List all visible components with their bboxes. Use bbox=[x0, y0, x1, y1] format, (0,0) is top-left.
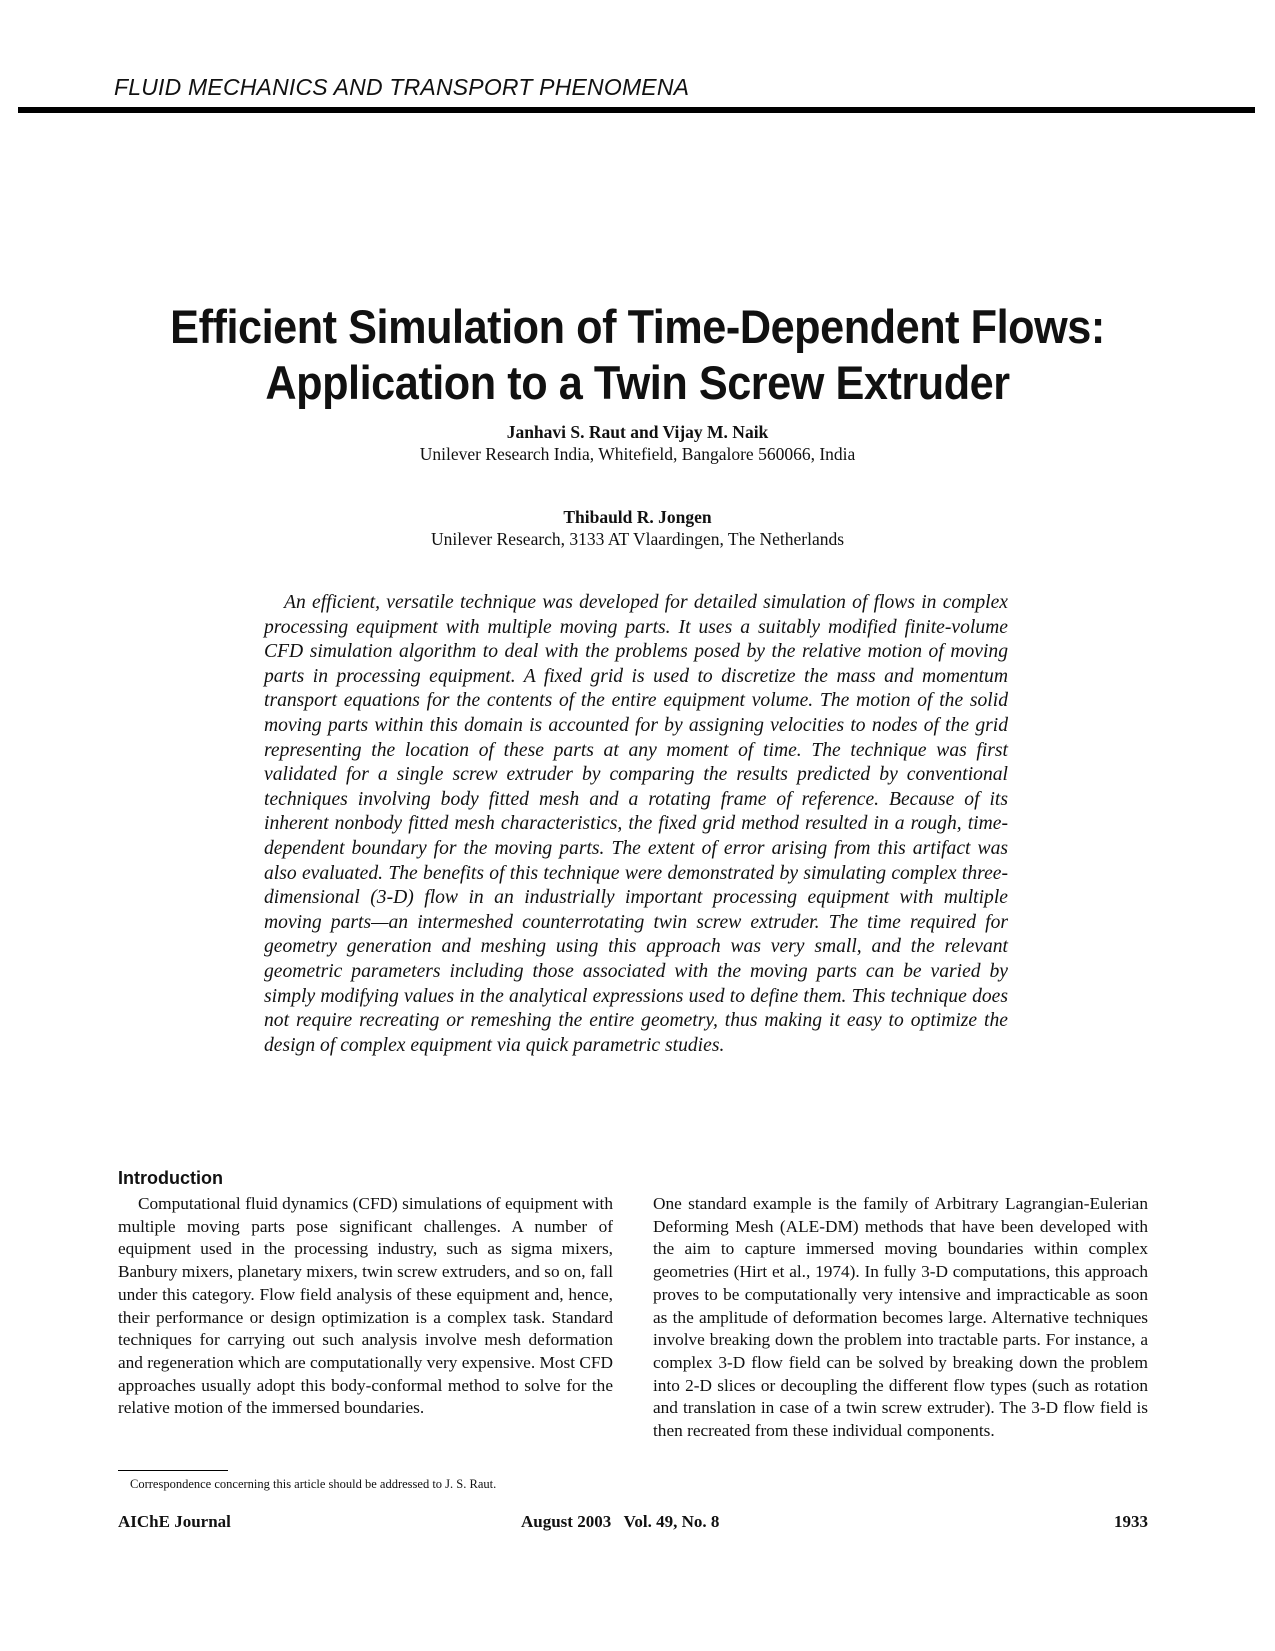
introduction-right-column: One standard example is the family of Arbitrary Lagrangian-Eulerian Deforming Mesh (ALE-DM) methods that have been developed with the aim to capture immersed moving boundaries within complex geometries (Hirt et al., 1974). In fully 3-D computations, this approach proves to be computationally very intensive and impracticable as soon as the amplitude of deformation becomes large. Alternative techniques involve breaking down the problem into tractable parts. For instance, a complex 3-D flow field can be solved by breaking down the problem into 2-D slices or decoupling the different flow types (such as rotation and translation in case of a twin screw extruder). The 3-D flow field is then recreated from these individual components. bbox=[653, 1194, 1148, 1441]
footer-issue-text: August 2003 Vol. 49, No. 8 bbox=[521, 1512, 720, 1531]
author-block-2 bbox=[200, 506, 1075, 550]
author-block-1 bbox=[200, 421, 1075, 465]
footer-journal: AIChE Journal bbox=[118, 1512, 231, 1531]
header-rule bbox=[18, 107, 1255, 113]
correspondence-footnote: Correspondence concerning this article should be addressed to J. S. Raut. bbox=[130, 1477, 497, 1491]
author-names-2: Thibauld R. Jongen bbox=[563, 507, 712, 527]
author-affiliation-2: Unilever Research, 3133 AT Vlaardingen, The Netherlands bbox=[430, 529, 845, 549]
footer-issue bbox=[521, 1512, 719, 1532]
running-section-header: FLUID MECHANICS AND TRANSPORT PHENOMENA bbox=[114, 74, 690, 100]
abstract: An efficient, versatile technique was developed for detailed simulation of flows in complex processing equipment with multiple moving parts. It uses a suitably modified finite-volume CFD simulation algorithm to deal with the problems posed by the relative motion of moving parts in processing equipment. A fixed grid is used to discretize the mass and momentum transport equations for the contents of the entire equipment volume. The motion of the solid moving parts within this domain is accounted for by assigning velocities to nodes of the grid representing the location of these parts at any moment of time. The technique was first validated for a single screw extruder by comparing the results predicted by conventional techniques involving body fitted mesh and a rotating frame of reference. Because of its inherent nonbody fitted mesh characteristics, the fixed grid method resulted in a rough, time-dependent boundary for the moving parts. The extent of error arising from this artifact was also evaluated. The benefits of this technique were demonstrated by simulating complex three-dimensional (3-D) flow in an industrially important processing equipment with multiple moving parts—an intermeshed counterrotating twin screw extruder. The time required for geometry generation and meshing using this approach was very small, and the relevant geometric parameters including those associated with the moving parts can be varied by simply modifying values in the analytical expressions used to define them. This technique does not require recreating or remeshing the entire geometry, thus making it easy to optimize the design of complex equipment via quick parametric studies. bbox=[264, 592, 1008, 1056]
author-affiliation-1: Unilever Research India, Whitefield, Bangalore 560066, India bbox=[419, 444, 856, 464]
introduction-heading: Introduction bbox=[118, 1168, 223, 1188]
paper-title-line-1: Efficient Simulation of Time-Dependent Flows: bbox=[170, 300, 1105, 354]
paper-title-line-2: Application to a Twin Screw Extruder bbox=[265, 356, 1010, 410]
footnote-rule bbox=[118, 1470, 228, 1471]
introduction-left-column: Computational fluid dynamics (CFD) simulations of equipment with multiple moving parts pose significant challenges. A number of equipment used in the processing industry, such as sigma mixers, Banbury mixers, planetary mixers, twin screw extruders, and so on, fall under this category. Flow field analysis of these equipment and, hence, their performance or design optimization is a complex task. Standard techniques for carrying out such analysis involve mesh deformation and regeneration which are computationally very expensive. Most CFD approaches usually adopt this body-conformal method to solve for the relative motion of the immersed boundaries. bbox=[118, 1194, 613, 1418]
author-names-1: Janhavi S. Raut and Vijay M. Naik bbox=[506, 422, 769, 442]
footer-page-number: 1933 bbox=[1114, 1512, 1148, 1531]
paper-title bbox=[100, 299, 1175, 411]
